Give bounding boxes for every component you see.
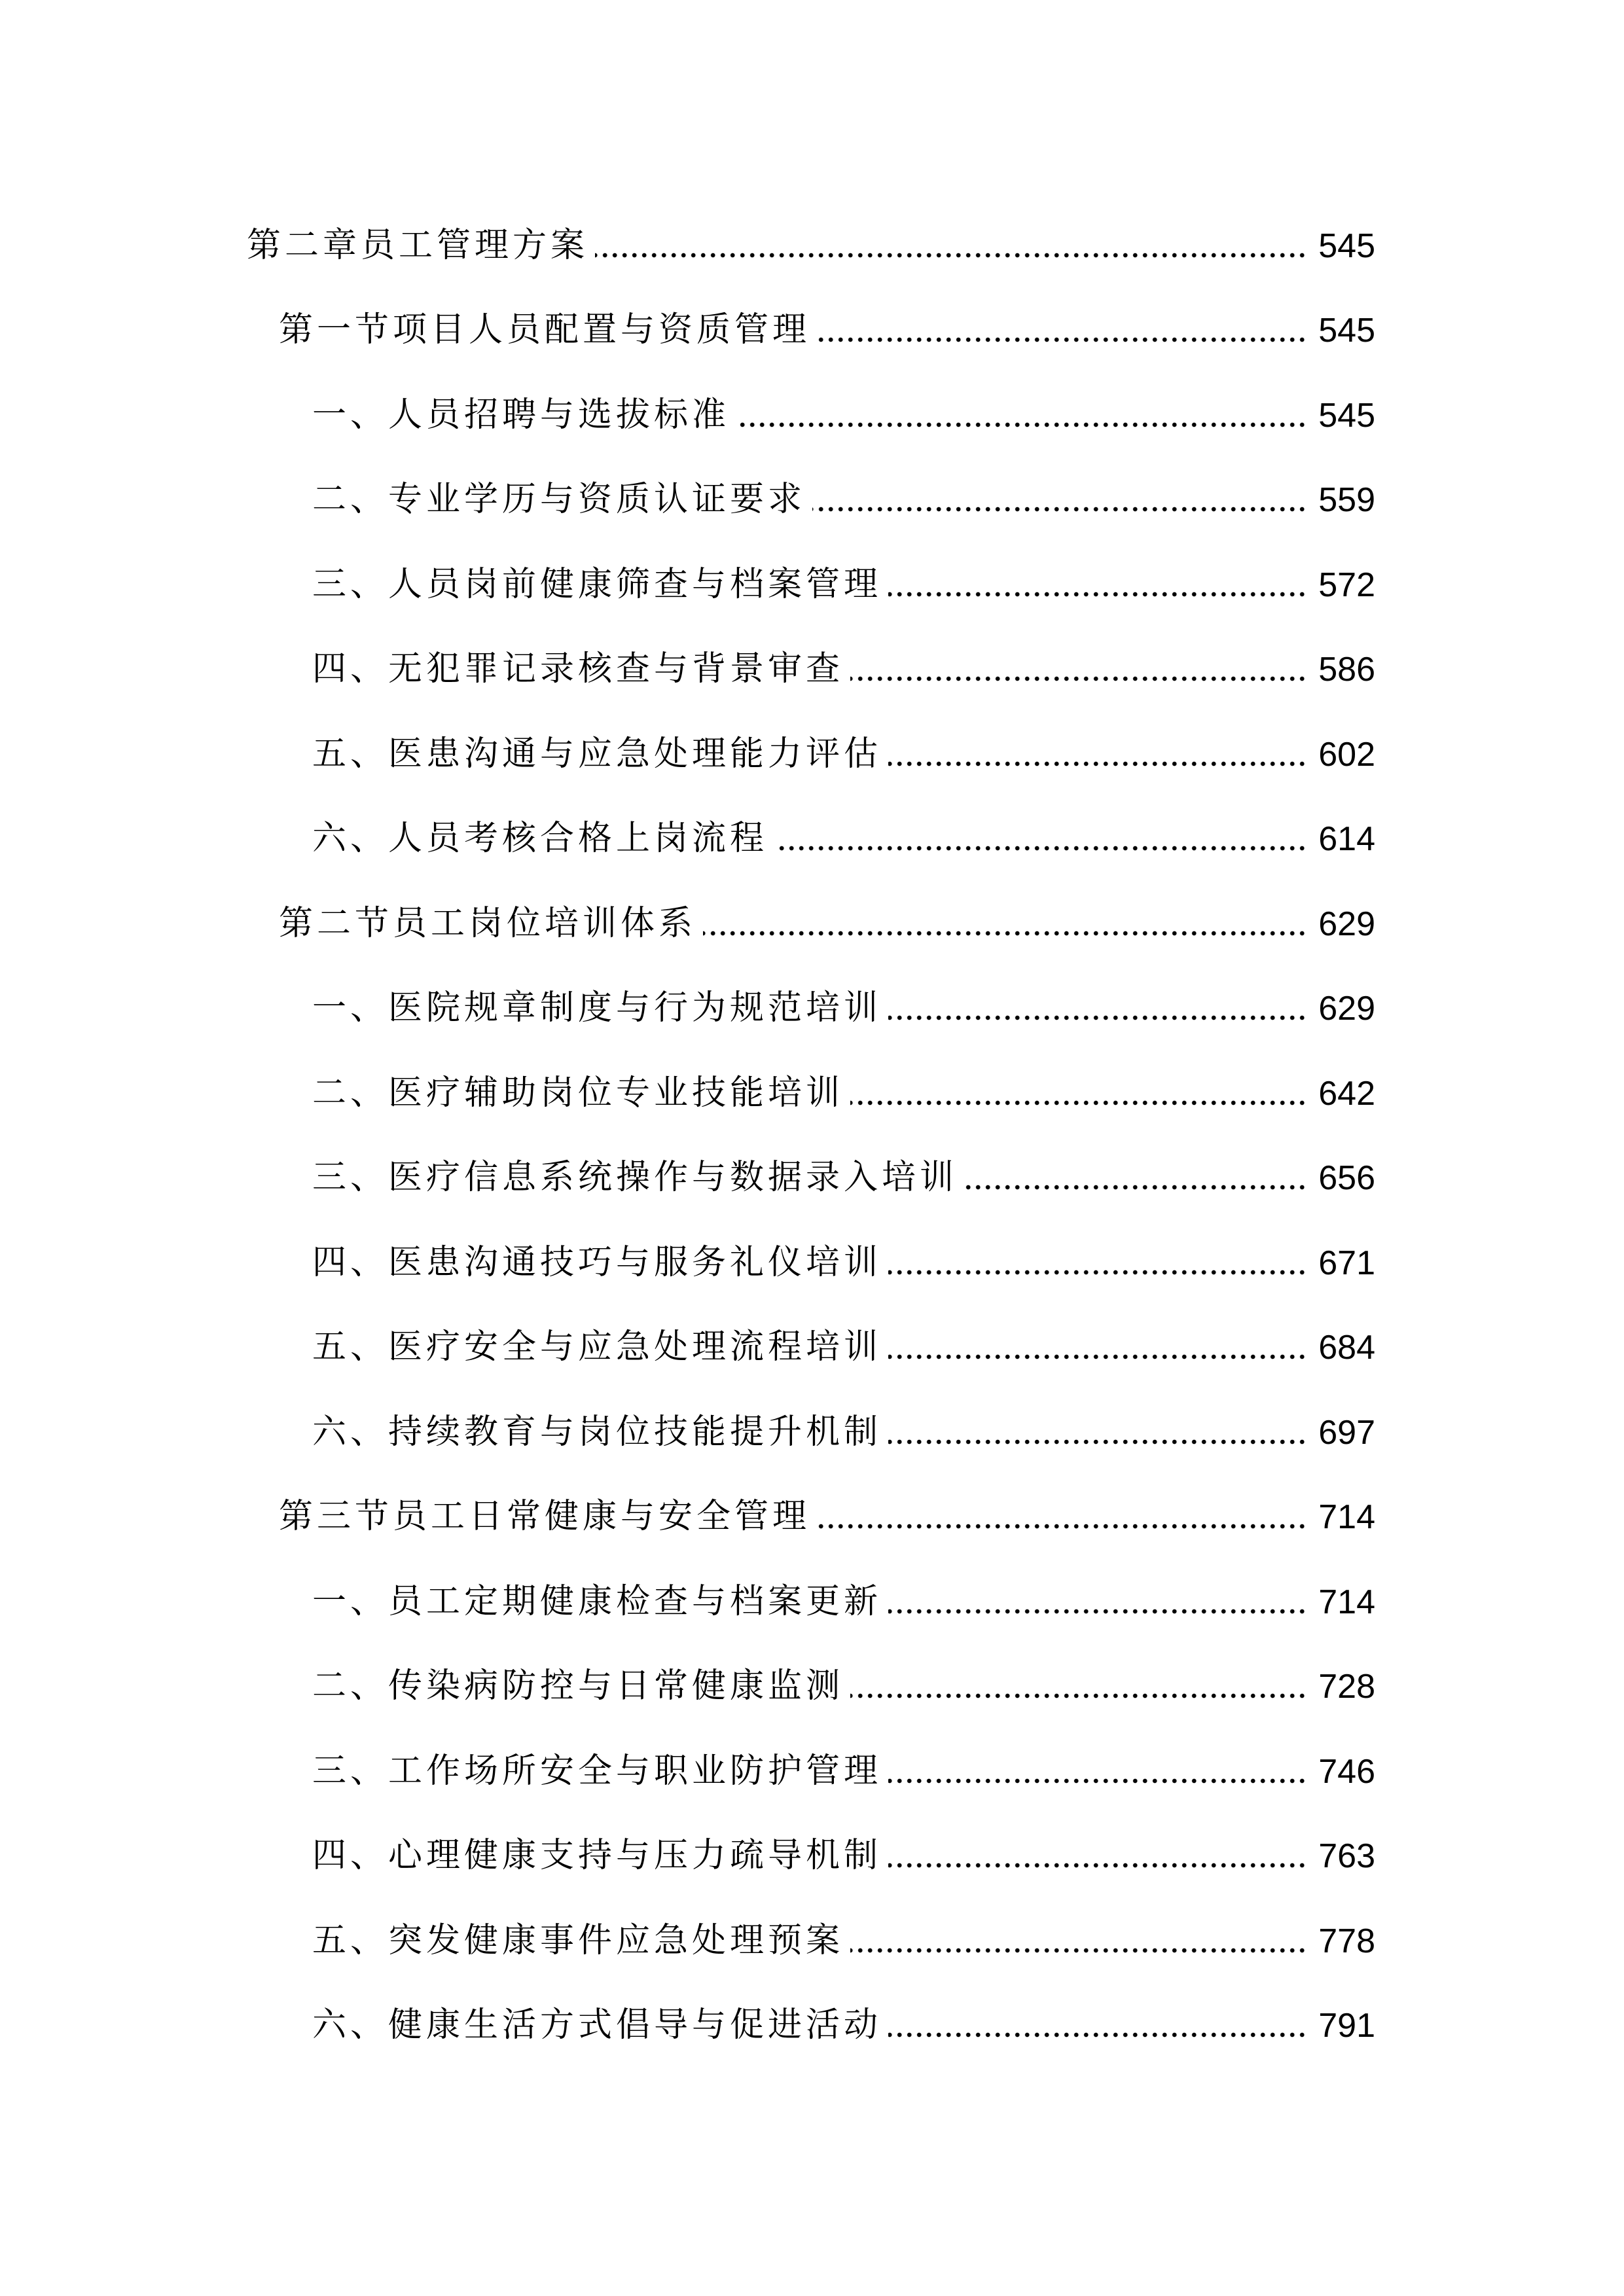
dot-leader xyxy=(888,1863,1309,1868)
toc-entry[interactable] xyxy=(0,1475,1624,1560)
page-number: 614 xyxy=(1318,820,1375,859)
toc-entry[interactable] xyxy=(0,882,1624,967)
toc-entry-title: 四、心理健康支持与压力疏导机制 xyxy=(312,1837,882,1875)
page-number: 629 xyxy=(1318,905,1375,943)
toc-entry[interactable] xyxy=(0,1814,1624,1899)
page-number: 714 xyxy=(1318,1498,1375,1537)
dot-leader xyxy=(888,592,1309,597)
table-of-contents xyxy=(0,204,1624,2068)
page-number: 763 xyxy=(1318,1837,1375,1876)
toc-entry[interactable] xyxy=(0,1221,1624,1306)
dot-leader xyxy=(888,1778,1309,1784)
toc-entry-title: 二、医疗辅助岗位专业技能培训 xyxy=(312,1074,844,1112)
page-number: 697 xyxy=(1318,1413,1375,1452)
toc-entry[interactable] xyxy=(0,1306,1624,1391)
toc-entry-title: 五、医患沟通与应急处理能力评估 xyxy=(312,735,882,773)
toc-entry[interactable] xyxy=(0,1390,1624,1475)
page-number: 791 xyxy=(1318,2007,1375,2045)
toc-entry-title: 三、人员岗前健康筛查与档案管理 xyxy=(312,565,882,603)
toc-entry-title: 五、医疗安全与应急处理流程培训 xyxy=(312,1329,882,1367)
dot-leader xyxy=(817,337,1309,342)
toc-entry-title: 第一节项目人员配置与资质管理 xyxy=(279,312,811,350)
dot-leader xyxy=(812,507,1309,512)
page-number: 656 xyxy=(1318,1159,1375,1198)
toc-entry-title: 一、医院规章制度与行为规范培训 xyxy=(312,990,882,1028)
toc-entry[interactable] xyxy=(0,543,1624,628)
toc-entry-title: 一、人员招聘与选拔标准 xyxy=(312,396,731,434)
page-number: 728 xyxy=(1318,1668,1375,1706)
toc-entry-title: 六、健康生活方式倡导与促进活动 xyxy=(312,2007,882,2045)
toc-entry[interactable] xyxy=(0,1560,1624,1645)
dot-leader xyxy=(595,253,1309,258)
toc-entry-title: 一、员工定期健康检查与档案更新 xyxy=(312,1583,882,1621)
toc-entry-title: 三、工作场所安全与职业防护管理 xyxy=(312,1752,882,1790)
toc-entry[interactable] xyxy=(0,204,1624,289)
toc-entry-title: 五、突发健康事件应急处理预案 xyxy=(312,1922,844,1960)
toc-entry[interactable] xyxy=(0,1984,1624,2069)
toc-entry[interactable] xyxy=(0,1136,1624,1221)
page-number: 602 xyxy=(1318,735,1375,774)
dot-leader xyxy=(888,2032,1309,2037)
dot-leader xyxy=(888,1354,1309,1359)
toc-entry-title: 六、人员考核合格上岗流程 xyxy=(312,820,768,858)
dot-leader xyxy=(850,1948,1309,1953)
dot-leader xyxy=(888,1015,1309,1020)
toc-entry-title: 第二章员工管理方案 xyxy=(247,226,589,264)
dot-leader xyxy=(850,1693,1309,1698)
dot-leader xyxy=(736,422,1309,427)
toc-entry[interactable] xyxy=(0,1899,1624,1984)
toc-entry[interactable] xyxy=(0,967,1624,1052)
toc-entry[interactable] xyxy=(0,373,1624,458)
page-number: 714 xyxy=(1318,1583,1375,1621)
page-number: 746 xyxy=(1318,1752,1375,1791)
page-number: 545 xyxy=(1318,226,1375,265)
toc-entry-title: 二、传染病防控与日常健康监测 xyxy=(312,1668,844,1706)
page-number: 586 xyxy=(1318,651,1375,689)
page-number: 684 xyxy=(1318,1329,1375,1367)
toc-entry-title: 二、专业学历与资质认证要求 xyxy=(312,481,806,519)
toc-entry[interactable] xyxy=(0,628,1624,713)
dot-leader xyxy=(888,1439,1309,1444)
page-number: 642 xyxy=(1318,1074,1375,1113)
page-number: 545 xyxy=(1318,312,1375,350)
toc-entry[interactable] xyxy=(0,797,1624,882)
dot-leader xyxy=(888,1609,1309,1614)
page-number: 559 xyxy=(1318,481,1375,520)
page-number: 671 xyxy=(1318,1244,1375,1282)
toc-entry[interactable] xyxy=(0,1645,1624,1730)
toc-entry-title: 第三节员工日常健康与安全管理 xyxy=(279,1498,811,1536)
toc-entry[interactable] xyxy=(0,1051,1624,1136)
dot-leader xyxy=(888,761,1309,766)
dot-leader xyxy=(817,1524,1309,1529)
toc-entry-title: 第二节员工岗位培训体系 xyxy=(279,905,697,942)
toc-entry-title: 六、持续教育与岗位技能提升机制 xyxy=(312,1413,882,1451)
toc-entry-title: 四、无犯罪记录核查与背景审查 xyxy=(312,651,844,689)
dot-leader xyxy=(703,931,1309,936)
dot-leader xyxy=(850,1100,1309,1105)
dot-leader xyxy=(888,1270,1309,1275)
toc-entry[interactable] xyxy=(0,289,1624,374)
page-number: 545 xyxy=(1318,396,1375,435)
dot-leader xyxy=(774,846,1309,851)
toc-entry[interactable] xyxy=(0,1729,1624,1814)
toc-entry-title: 三、医疗信息系统操作与数据录入培训 xyxy=(312,1159,958,1197)
dot-leader xyxy=(850,676,1309,681)
toc-entry-title: 四、医患沟通技巧与服务礼仪培训 xyxy=(312,1244,882,1282)
dot-leader xyxy=(964,1185,1309,1190)
toc-entry[interactable] xyxy=(0,458,1624,543)
page-number: 572 xyxy=(1318,565,1375,604)
page-number: 778 xyxy=(1318,1922,1375,1960)
page-number: 629 xyxy=(1318,990,1375,1028)
toc-entry[interactable] xyxy=(0,712,1624,797)
